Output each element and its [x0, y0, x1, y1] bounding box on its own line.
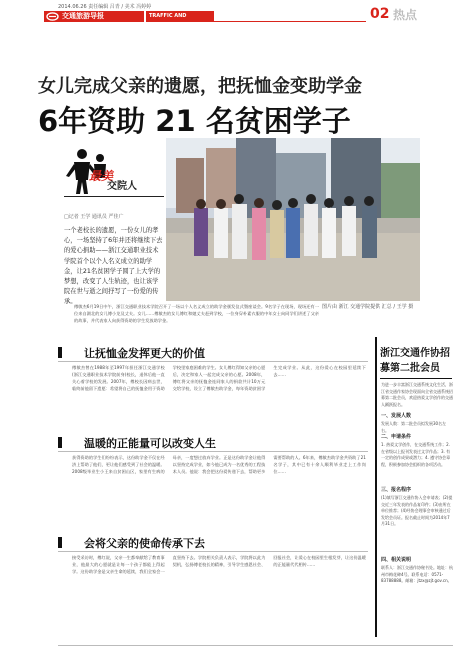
column-logo-label: 交院人 [107, 181, 137, 192]
article-headline: 6年资助 21 名贫困学子 [38, 104, 351, 138]
section-rule [58, 361, 368, 362]
sidebar-heading-2: 二、申请条件 [381, 434, 412, 440]
sidebar-title-rule [380, 378, 452, 379]
newspaper-logo-icon [46, 12, 59, 21]
masthead-tag: TRAFFIC AND TRAVELLING [146, 11, 214, 22]
masthead-brand [44, 11, 144, 22]
section-body-3: 接受采访时，傅红说，父亲一生都奉献给了教育事业，他最大的心愿就是让每一个孩子都能上得起学。这份助学金是父亲生命的延续，我们全家会一直坚持下去。学院相关负责人表示，学院将以此为契机，弘扬傅老校长的精神，引导学生感恩社会、回报社会，让爱心在校园里生根发芽，让这份温暖的正能量代代相传…… [72, 555, 366, 574]
article-byline: □记者 王学 通讯员 严佳广 [64, 214, 124, 220]
page-number: 02 [370, 6, 390, 22]
section-body-2: 获得资助的学生们纷纷表示，这份助学金不仅在经济上帮助了他们，更让他们感受到了社会的温暖。2008级毕业生小王来自贫困山区，家里有生病的母亲，一度想过放弃学业。正是这份助学金让他得以坚持完成学业，如今他已成为一名优秀的工程技术人员。他说：我会把这份爱传递下去，帮助更多需要帮助的人。6年来，傅敏杰助学金共资助了21名学子，其中已有十余人顺利毕业走上工作岗位…… [72, 455, 366, 474]
sidebar-title: 浙江交通作协招募第二批会员 [380, 348, 450, 374]
section-title-1: 让抚恤金发挥更大的价值 [84, 347, 205, 360]
page-bottom-rule [58, 645, 453, 646]
section-marker [58, 437, 62, 448]
article-photo [166, 138, 420, 301]
column-logo-mark: 最美 [89, 169, 114, 183]
section-rule [58, 551, 368, 552]
sidebar-rule-vertical [375, 337, 377, 637]
sidebar-heading-4: 四、相关说明 [381, 557, 412, 563]
article-lead: 一个老校长的遗愿，一份女儿的孝心，一场坚持了6年并还将继续下去的爱心捐助——浙江交通职业技术学院首个以个人名义成立的助学金，让21名贫困学子圆了上大学的梦想，改变了人生轨迹，也让该学院在世与逝之间抒写了一份爱的传承。 [64, 227, 163, 306]
sidebar-intro: 为进一步丰富浙江交通系统文化生活，浙江省交通作家协会现面向全省交通系统招募第二批会员，欢迎热爱文学创作的交通人踊跃报名。 [381, 382, 453, 407]
sidebar-heading-1: 一、发展人数 [381, 413, 412, 419]
article-intro-text: 傅敏杰6月19日中午，浙江交通职业技术学院召开了一场以个人名义成立的助学金颁发仪式暨座谈会。9名学子在现场，现场还有一位来自湖北的女儿傅小龙及丈夫。女儿……傅敏杰的女儿傅红和她丈夫赶到学校，一位身穿朴素衣服的中年女士向同学们讲述了父亲的故事，并代表家人向获得资助的学生发放助学金。 [74, 304, 319, 323]
section-marker [58, 347, 62, 358]
section-title-3: 会将父亲的使命传承下去 [84, 537, 205, 550]
section-body-1: 傅敏杰曾在1988年至1997年担任浙江交通学校(浙江交通职业技术学院前身)校长，退休后他一直关心着学校的发展。2007年，傅校长因病去世，临终前他留下遗愿：希望将自己的抚恤金用于资助学校里家庭困难的学生。女儿傅红得知父亲的心愿后，决定和家人一起完成父亲的心愿。2008年，傅红将父亲的抚恤金连同家人的捐款共计10万元交给学校，设立了傅敏杰助学金，每年资助贫困学生完成学业。从此，这份爱心在校园里延续下去…… [72, 365, 366, 391]
column-logo-rule [64, 196, 164, 197]
sidebar-text-1: 发展人数：第二批会员拟发展30名左右。 [381, 421, 447, 433]
sidebar-text-3: (1)填写浙江交通作协入会申请表；(2)提交近三年发表的作品复印件；(3)由所在单位推荐；(4)经协会理事会审核通过后发给会员证。报名截止时间为2014年7月31日。 [381, 495, 453, 526]
issue-date-line: 2014.06.26 责任编辑 吕青 / 美术 冯婷婷 [58, 4, 152, 10]
photo-caption: 图片由 浙江 交通学院提供 汇总 / 王学 摄 [322, 304, 414, 310]
section-marker [58, 537, 62, 548]
masthead-brand-label: 交通旅游导报 [62, 12, 104, 20]
section-title-2: 温暖的正能量可以改变人生 [84, 437, 216, 450]
sidebar-text-4: 联系人：浙江交通作协秘书处。地址：杭州市梅花碑4号。联系电话：0571-83788888。邮箱：jtzx@zjt.gov.cn。 [381, 565, 453, 583]
page-section: 热点 [393, 8, 418, 22]
sidebar-text-2: 1. 热爱文学创作，在交通系统工作；2. 在省级以上报刊发表过文学作品；3. 有一定的创作成果或潜力；4. 遵守协会章程，积极参加协会组织的各项活动。 [381, 442, 451, 467]
section-rule [58, 451, 368, 452]
article-kicker: 女儿完成父亲的遗愿，把抚恤金变助学金 [38, 76, 362, 97]
sidebar-heading-3: 三、报名程序 [381, 487, 412, 493]
masthead-rule [146, 21, 366, 22]
